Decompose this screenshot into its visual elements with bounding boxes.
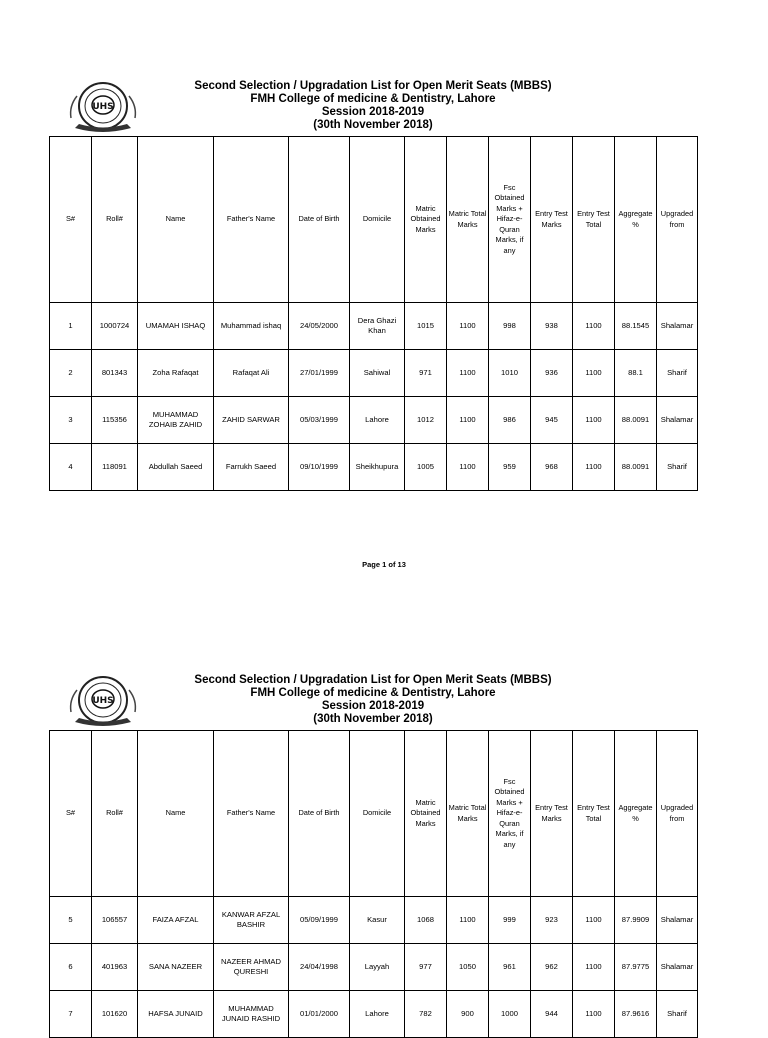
cell: FAIZA AFZAL (138, 897, 214, 944)
col-header-matric-obtained: Matric Obtained Marks (405, 731, 447, 897)
cell: 118091 (92, 444, 138, 491)
table-row (50, 303, 698, 350)
header-row (50, 731, 698, 897)
cell: 87.9616 (615, 991, 657, 1038)
cell: 7 (50, 991, 92, 1038)
col-header-matric-obtained: Matric Obtained Marks (405, 137, 447, 303)
col-header-domicile: Domicile (350, 137, 405, 303)
cell: Layyah (350, 944, 405, 991)
cell: Dera Ghazi Khan (350, 303, 405, 350)
cell: 1005 (405, 444, 447, 491)
cell: 1100 (447, 350, 489, 397)
col-header-entry-total: Entry Test Total (573, 137, 615, 303)
cell: 1100 (573, 944, 615, 991)
cell: HAFSA JUNAID (138, 991, 214, 1038)
cell: Shalamar (657, 397, 698, 444)
cell: 1100 (573, 991, 615, 1038)
cell: 959 (489, 444, 531, 491)
cell: 115356 (92, 397, 138, 444)
col-header-matric-total: Matric Total Marks (447, 731, 489, 897)
col-header-name: Name (138, 731, 214, 897)
cell: 1100 (573, 350, 615, 397)
cell: 971 (405, 350, 447, 397)
cell: Lahore (350, 397, 405, 444)
cell: 977 (405, 944, 447, 991)
cell: 09/10/1999 (289, 444, 350, 491)
cell: 01/01/2000 (289, 991, 350, 1038)
cell: 1100 (573, 897, 615, 944)
col-header-aggregate: Aggregate % (615, 731, 657, 897)
col-header-aggregate: Aggregate % (615, 137, 657, 303)
title-block (140, 80, 606, 132)
cell: 1100 (573, 444, 615, 491)
col-header-father: Father's Name (214, 137, 289, 303)
cell: Lahore (350, 991, 405, 1038)
cell: 88.0091 (615, 444, 657, 491)
uhs-logo (67, 674, 139, 730)
cell: 782 (405, 991, 447, 1038)
cell: 101620 (92, 991, 138, 1038)
cell: 801343 (92, 350, 138, 397)
col-header-roll: Roll# (92, 731, 138, 897)
cell: Sharif (657, 991, 698, 1038)
cell: 938 (531, 303, 573, 350)
cell: 999 (489, 897, 531, 944)
cell: 944 (531, 991, 573, 1038)
cell: UMAMAH ISHAQ (138, 303, 214, 350)
cell: 1050 (447, 944, 489, 991)
table-row (50, 991, 698, 1038)
cell: 24/05/2000 (289, 303, 350, 350)
cell: ZAHID SARWAR (214, 397, 289, 444)
col-header-entry-marks: Entry Test Marks (531, 731, 573, 897)
cell: NAZEER AHMAD QURESHI (214, 944, 289, 991)
cell: MUHAMMAD JUNAID RASHID (214, 991, 289, 1038)
cell: 1100 (573, 397, 615, 444)
cell: 88.1545 (615, 303, 657, 350)
col-header-upgraded: Upgraded from (657, 731, 698, 897)
col-header-matric-total: Matric Total Marks (447, 137, 489, 303)
title-line-2: FMH College of medicine & Dentistry, Lahore (250, 687, 496, 699)
cell: 1000724 (92, 303, 138, 350)
cell: Shalamar (657, 944, 698, 991)
cell: 05/09/1999 (289, 897, 350, 944)
cell: 1000 (489, 991, 531, 1038)
table-row (50, 444, 698, 491)
cell: 900 (447, 991, 489, 1038)
title-line-3: Session 2018-2019 (321, 106, 425, 118)
cell: 24/04/1998 (289, 944, 350, 991)
cell: 1068 (405, 897, 447, 944)
cell: 986 (489, 397, 531, 444)
svg-text:UHS: UHS (92, 102, 114, 112)
title-line-4: (30th November 2018) (313, 119, 433, 131)
col-header-domicile: Domicile (350, 731, 405, 897)
cell: Farrukh Saeed (214, 444, 289, 491)
cell: 1100 (447, 897, 489, 944)
col-header-name: Name (138, 137, 214, 303)
cell: 1100 (447, 444, 489, 491)
cell: Shalamar (657, 897, 698, 944)
cell: Sahiwal (350, 350, 405, 397)
cell: MUHAMMAD ZOHAIB ZAHID (138, 397, 214, 444)
cell: 106557 (92, 897, 138, 944)
cell: 88.1 (615, 350, 657, 397)
svg-text:UHS: UHS (92, 696, 114, 706)
cell: 961 (489, 944, 531, 991)
col-header-fsc: Fsc Obtained Marks + Hifaz-e-Quran Marks, if any (489, 137, 531, 303)
cell: 88.0091 (615, 397, 657, 444)
cell: 27/01/1999 (289, 350, 350, 397)
col-header-dob: Date of Birth (289, 137, 350, 303)
merit-table-page-2 (49, 730, 698, 1038)
title-line-2: FMH College of medicine & Dentistry, Lahore (250, 93, 496, 105)
cell: 1015 (405, 303, 447, 350)
table-row (50, 944, 698, 991)
cell: Sharif (657, 350, 698, 397)
title-line-1: Second Selection / Upgradation List for Open Merit Seats (MBBS) (194, 80, 552, 92)
cell: Rafaqat Ali (214, 350, 289, 397)
cell: Abdullah Saeed (138, 444, 214, 491)
cell: 6 (50, 944, 92, 991)
cell: 87.9775 (615, 944, 657, 991)
col-header-upgraded: Upgraded from (657, 137, 698, 303)
title-line-1: Second Selection / Upgradation List for Open Merit Seats (MBBS) (194, 674, 552, 686)
cell: 962 (531, 944, 573, 991)
col-header-sno: S# (50, 731, 92, 897)
cell: SANA NAZEER (138, 944, 214, 991)
cell: Muhammad ishaq (214, 303, 289, 350)
cell: Sheikhupura (350, 444, 405, 491)
cell: 401963 (92, 944, 138, 991)
cell: Shalamar (657, 303, 698, 350)
cell: 1 (50, 303, 92, 350)
col-header-entry-marks: Entry Test Marks (531, 137, 573, 303)
cell: KANWAR AFZAL BASHIR (214, 897, 289, 944)
table-row (50, 897, 698, 944)
col-header-sno: S# (50, 137, 92, 303)
col-header-father: Father's Name (214, 731, 289, 897)
cell: 1012 (405, 397, 447, 444)
col-header-fsc: Fsc Obtained Marks + Hifaz-e-Quran Marks, if any (489, 731, 531, 897)
cell: 923 (531, 897, 573, 944)
title-block (140, 674, 606, 726)
cell: 87.9909 (615, 897, 657, 944)
table-row (50, 397, 698, 444)
cell: 936 (531, 350, 573, 397)
cell: 1010 (489, 350, 531, 397)
col-header-entry-total: Entry Test Total (573, 731, 615, 897)
cell: 4 (50, 444, 92, 491)
cell: 2 (50, 350, 92, 397)
cell: 968 (531, 444, 573, 491)
cell: 3 (50, 397, 92, 444)
col-header-roll: Roll# (92, 137, 138, 303)
title-line-3: Session 2018-2019 (321, 700, 425, 712)
cell: 1100 (573, 303, 615, 350)
header-row (50, 137, 698, 303)
cell: Zoha Rafaqat (138, 350, 214, 397)
cell: 1100 (447, 397, 489, 444)
cell: 05/03/1999 (289, 397, 350, 444)
cell: Kasur (350, 897, 405, 944)
table-row (50, 350, 698, 397)
merit-table-page-1 (49, 136, 698, 491)
cell: 945 (531, 397, 573, 444)
cell: 5 (50, 897, 92, 944)
title-line-4: (30th November 2018) (313, 713, 433, 725)
page-footer: Page 1 of 13 (362, 560, 406, 569)
uhs-logo (67, 80, 139, 136)
cell: 1100 (447, 303, 489, 350)
cell: Sharif (657, 444, 698, 491)
col-header-dob: Date of Birth (289, 731, 350, 897)
cell: 998 (489, 303, 531, 350)
